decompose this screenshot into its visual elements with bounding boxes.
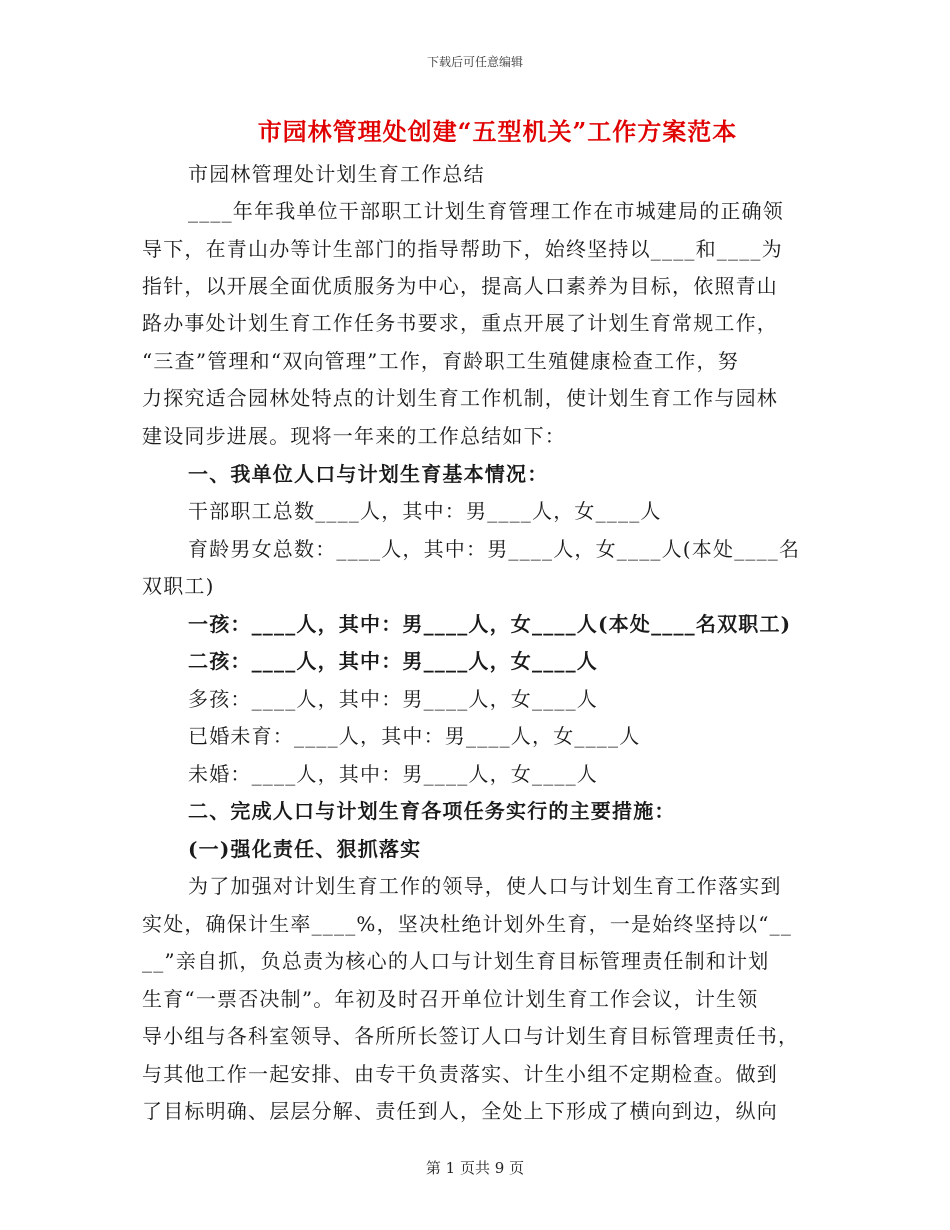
body-line: ____年年我单位干部职工计划生育管理工作在市城建局的正确领 bbox=[188, 199, 784, 223]
section-heading: 一、我单位人口与计划生育基本情况： bbox=[188, 462, 549, 486]
body-line: 育龄男女总数：____人，其中：男____人，女____人(本处____名 bbox=[188, 537, 801, 561]
section-heading: 一孩：____人，其中：男____人，女____人(本处____名双职工) bbox=[188, 612, 792, 636]
document-title: 市园林管理处创建“五型机关”工作方案范本 bbox=[257, 117, 738, 146]
body-line: 已婚未育：____人，其中：男____人，女____人 bbox=[188, 724, 641, 748]
body-line: 与其他工作一起安排、由专干负责落实、计生小组不定期检查。做到 bbox=[142, 1062, 778, 1086]
body-line: 为了加强对计划生育工作的领导，使人口与计划生育工作落实到 bbox=[188, 874, 782, 898]
body-line: 干部职工总数____人，其中：男____人，女____人 bbox=[188, 499, 662, 523]
body-line: 指针，以开展全面优质服务为中心，提高人口素养为目标，依照青山 bbox=[142, 274, 778, 298]
page-footer: 第 1 页共 9 页 bbox=[425, 1159, 525, 1177]
section-heading: 二孩：____人，其中：男____人，女____人 bbox=[188, 649, 598, 673]
body-line: 生育“一票否决制”。年初及时召开单位计划生育工作会议，计生领 bbox=[142, 987, 759, 1011]
body-line: 建设同步进展。现将一年来的工作总结如下： bbox=[142, 424, 566, 448]
body-line: 导小组与各科室领导、各所所长签订人口与计划生育目标管理责任书， bbox=[142, 1024, 800, 1048]
body-line: __”亲自抓，负总责为核心的人口与计划生育目标管理责任制和计划 bbox=[142, 949, 770, 973]
body-line: 实处，确保计生率____%，坚决杜绝计划外生育，一是始终坚持以“__ bbox=[142, 912, 793, 936]
body-line: 多孩：____人，其中：男____人，女____人 bbox=[188, 687, 598, 711]
body-line: 力探究适合园林处特点的计划生育工作机制，使计划生育工作与园林 bbox=[142, 386, 778, 410]
body-line: 市园林管理处计划生育工作总结 bbox=[188, 162, 485, 186]
section-heading: (一)强化责任、狠抓落实 bbox=[188, 837, 422, 861]
page-header: 下载后可任意编辑 bbox=[426, 55, 523, 69]
body-line: 未婚：____人，其中：男____人，女____人 bbox=[188, 762, 598, 786]
body-line: 路办事处计划生育工作任务书要求，重点开展了计划生育常规工作， bbox=[142, 311, 778, 335]
body-line: 导下，在青山办等计生部门的指导帮助下，始终坚持以____和____为 bbox=[142, 237, 783, 261]
body-line: “三查”管理和“双向管理”工作，育龄职工生殖健康检查工作，努 bbox=[142, 349, 739, 373]
section-heading: 二、完成人口与计划生育各项任务实行的主要措施： bbox=[188, 799, 676, 823]
body-line: 了目标明确、层层分解、责任到人，全处上下形成了横向到边，纵向 bbox=[142, 1099, 778, 1123]
body-line: 双职工) bbox=[142, 574, 215, 598]
